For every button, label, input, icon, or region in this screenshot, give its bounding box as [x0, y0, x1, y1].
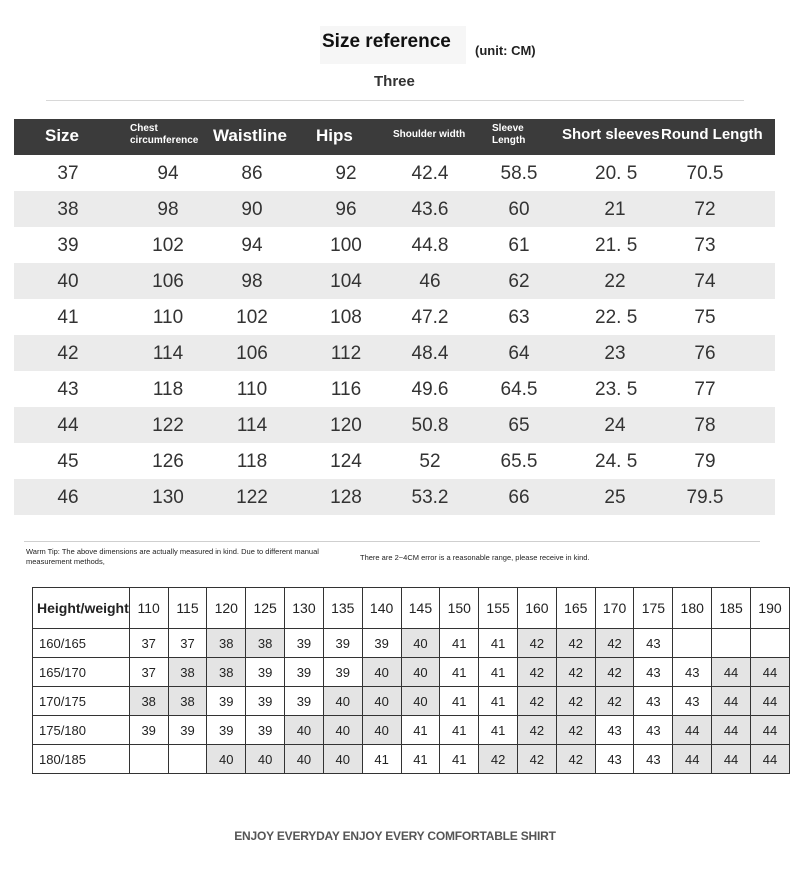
size-cell [712, 629, 751, 658]
table-cell: 63 [508, 307, 530, 328]
table-cell: 21. 5 [595, 235, 638, 256]
table-cell: 45 [57, 451, 79, 472]
divider [46, 100, 744, 101]
size-cell: 40 [323, 687, 362, 716]
table-cell: 106 [152, 271, 184, 292]
size-cell: 43 [634, 687, 673, 716]
size-cell: 39 [362, 629, 401, 658]
table-cell: 24. 5 [595, 451, 638, 472]
page-title: Size reference [322, 31, 451, 52]
table-row [33, 716, 790, 745]
table-cell: 22 [604, 271, 626, 292]
weight-header: 115 [168, 588, 207, 629]
table-cell: 46 [419, 271, 441, 292]
table-cell: 102 [236, 307, 268, 328]
table-cell: 23 [604, 343, 626, 364]
size-cell: 38 [168, 687, 207, 716]
size-cell: 41 [440, 629, 479, 658]
size-cell: 41 [401, 716, 440, 745]
warm-tip: Warm Tip: The above dimensions are actually measured in kind. Due to different manual measurement methods, [26, 547, 319, 566]
table-cell: 122 [236, 487, 268, 508]
size-cell: 40 [246, 745, 285, 774]
table-row [14, 443, 775, 479]
size-cell: 39 [207, 716, 246, 745]
table-cell: 46 [57, 487, 79, 508]
table-cell: 52 [419, 451, 441, 472]
size-cell: 41 [479, 658, 518, 687]
size-cell: 44 [750, 716, 789, 745]
table-row [14, 299, 775, 335]
weight-header: 130 [285, 588, 324, 629]
size-cell: 40 [323, 745, 362, 774]
weight-header: 120 [207, 588, 246, 629]
size-cell: 42 [518, 629, 557, 658]
size-cell: 42 [518, 687, 557, 716]
table-cell: 48.4 [411, 343, 449, 364]
height-label: 170/175 [33, 687, 130, 716]
height-label: 165/170 [33, 658, 130, 687]
size-cell: 42 [556, 629, 595, 658]
table-row [33, 687, 790, 716]
size-cell: 38 [207, 658, 246, 687]
col-hips: Hips [316, 126, 353, 145]
size-cell: 44 [712, 716, 751, 745]
table-cell: 65.5 [500, 451, 538, 472]
size-cell: 41 [440, 716, 479, 745]
table-cell: 62 [508, 271, 530, 292]
table-cell: 72 [694, 199, 716, 220]
size-cell: 40 [323, 716, 362, 745]
size-cell: 42 [595, 658, 634, 687]
page-subtitle: Three [374, 73, 415, 90]
weight-header: 165 [556, 588, 595, 629]
unit-label: (unit: CM) [475, 43, 536, 58]
size-cell [129, 745, 168, 774]
table-cell: 44.8 [411, 235, 449, 256]
size-cell [750, 629, 789, 658]
table-cell: 43.6 [411, 199, 449, 220]
size-cell: 39 [207, 687, 246, 716]
weight-header: 180 [673, 588, 712, 629]
weight-header: 125 [246, 588, 285, 629]
corner-label: Height/weight [33, 588, 130, 629]
col-chest: Chest circumference [130, 123, 199, 146]
fit-table-header [33, 588, 790, 629]
table-cell: 47.2 [411, 307, 449, 328]
table-row [14, 335, 775, 371]
col-waistline: Waistline [213, 126, 287, 145]
size-cell: 43 [595, 716, 634, 745]
weight-header: 185 [712, 588, 751, 629]
size-cell: 44 [712, 687, 751, 716]
size-cell: 38 [246, 629, 285, 658]
size-cell: 44 [673, 745, 712, 774]
size-cell: 38 [207, 629, 246, 658]
size-table-header [14, 119, 775, 155]
size-cell: 40 [401, 658, 440, 687]
table-cell: 108 [330, 307, 362, 328]
size-cell: 40 [401, 629, 440, 658]
size-cell: 40 [285, 745, 324, 774]
table-cell: 130 [152, 487, 184, 508]
size-cell: 40 [362, 687, 401, 716]
table-cell: 128 [330, 487, 362, 508]
table-cell: 40 [57, 271, 79, 292]
size-cell: 41 [440, 687, 479, 716]
col-shoulder: Shoulder width [393, 129, 466, 140]
size-cell: 42 [518, 745, 557, 774]
table-row [14, 155, 775, 191]
size-cell: 41 [479, 629, 518, 658]
size-cell: 39 [168, 716, 207, 745]
size-cell: 43 [634, 658, 673, 687]
table-cell: 44 [57, 415, 79, 436]
size-cell: 44 [750, 658, 789, 687]
table-cell: 22. 5 [595, 307, 638, 328]
size-cell: 37 [129, 629, 168, 658]
table-cell: 75 [694, 307, 716, 328]
size-cell: 39 [129, 716, 168, 745]
table-cell: 61 [508, 235, 530, 256]
size-cell: 42 [556, 658, 595, 687]
height-label: 180/185 [33, 745, 130, 774]
table-row [14, 479, 775, 515]
table-cell: 100 [330, 235, 362, 256]
size-cell: 41 [479, 716, 518, 745]
table-cell: 98 [157, 199, 179, 220]
size-cell: 43 [634, 745, 673, 774]
table-cell: 86 [241, 163, 263, 184]
weight-header: 145 [401, 588, 440, 629]
size-cell: 40 [285, 716, 324, 745]
table-cell: 42.4 [411, 163, 449, 184]
table-cell: 110 [152, 307, 184, 328]
size-cell: 44 [673, 716, 712, 745]
size-cell: 40 [362, 658, 401, 687]
footer-slogan: ENJOY EVERYDAY ENJOY EVERY COMFORTABLE SHIRT [234, 829, 556, 843]
size-cell: 41 [362, 745, 401, 774]
size-cell: 37 [168, 629, 207, 658]
table-cell: 104 [330, 271, 362, 292]
table-cell: 79.5 [686, 487, 724, 508]
size-cell: 41 [440, 658, 479, 687]
table-cell: 77 [694, 379, 716, 400]
table-row [14, 227, 775, 263]
size-cell: 39 [285, 687, 324, 716]
table-cell: 94 [241, 235, 263, 256]
size-cell: 42 [556, 716, 595, 745]
table-cell: 43 [57, 379, 79, 400]
size-cell: 39 [246, 687, 285, 716]
size-cell: 39 [323, 629, 362, 658]
table-cell: 114 [152, 343, 184, 364]
size-cell: 44 [750, 745, 789, 774]
table-cell: 24 [604, 415, 626, 436]
table-cell: 90 [241, 199, 263, 220]
size-cell: 43 [634, 629, 673, 658]
table-cell: 73 [694, 235, 716, 256]
size-cell: 43 [595, 745, 634, 774]
table-cell: 21 [604, 199, 626, 220]
size-cell: 40 [401, 687, 440, 716]
size-cell: 42 [556, 687, 595, 716]
size-cell: 39 [285, 658, 324, 687]
size-cell: 42 [479, 745, 518, 774]
table-row [33, 745, 790, 774]
table-row [33, 658, 790, 687]
table-cell: 124 [330, 451, 362, 472]
table-cell: 102 [152, 235, 184, 256]
size-cell: 39 [323, 658, 362, 687]
size-cell: 43 [673, 658, 712, 687]
table-cell: 65 [508, 415, 530, 436]
size-cell: 44 [750, 687, 789, 716]
table-cell: 118 [236, 451, 268, 472]
table-cell: 64.5 [500, 379, 538, 400]
table-row [14, 191, 775, 227]
table-cell: 78 [694, 415, 716, 436]
size-cell: 37 [129, 658, 168, 687]
table-cell: 98 [241, 271, 263, 292]
weight-header: 140 [362, 588, 401, 629]
size-cell: 42 [595, 629, 634, 658]
table-cell: 126 [152, 451, 184, 472]
table-cell: 96 [335, 199, 357, 220]
height-label: 160/165 [33, 629, 130, 658]
table-cell: 38 [57, 199, 79, 220]
weight-header: 190 [750, 588, 789, 629]
size-table-body [14, 155, 775, 515]
table-row [14, 263, 775, 299]
table-cell: 112 [330, 343, 362, 364]
size-cell [168, 745, 207, 774]
table-cell: 20. 5 [595, 163, 638, 184]
size-cell: 41 [440, 745, 479, 774]
range-note: There are 2~4CM error is a reasonable range, please receive in kind. [360, 553, 590, 562]
table-cell: 64 [508, 343, 530, 364]
col-round-length: Round Length [661, 126, 763, 143]
size-cell: 44 [712, 658, 751, 687]
size-cell: 39 [246, 716, 285, 745]
weight-header: 150 [440, 588, 479, 629]
table-row [33, 629, 790, 658]
table-cell: 60 [508, 199, 530, 220]
col-short-sleeves: Short sleeves [562, 126, 660, 143]
table-cell: 66 [508, 487, 530, 508]
table-cell: 106 [236, 343, 268, 364]
table-cell: 110 [236, 379, 268, 400]
table-cell: 70.5 [686, 163, 724, 184]
table-cell: 37 [57, 163, 79, 184]
weight-header: 110 [129, 588, 168, 629]
table-row [14, 407, 775, 443]
size-cell: 43 [673, 687, 712, 716]
size-cell: 41 [401, 745, 440, 774]
size-cell: 44 [712, 745, 751, 774]
weight-header: 155 [479, 588, 518, 629]
fit-table [32, 587, 790, 774]
height-label: 175/180 [33, 716, 130, 745]
size-cell: 39 [246, 658, 285, 687]
table-cell: 53.2 [411, 487, 449, 508]
col-size: Size [45, 126, 80, 145]
size-cell: 40 [362, 716, 401, 745]
table-cell: 41 [57, 307, 79, 328]
size-cell: 40 [207, 745, 246, 774]
table-cell: 116 [330, 379, 362, 400]
table-row [14, 371, 775, 407]
weight-header: 175 [634, 588, 673, 629]
table-cell: 76 [694, 343, 716, 364]
weight-header: 170 [595, 588, 634, 629]
size-cell: 41 [479, 687, 518, 716]
divider [24, 541, 760, 542]
table-cell: 79 [694, 451, 716, 472]
table-cell: 114 [236, 415, 268, 436]
table-cell: 94 [157, 163, 179, 184]
table-cell: 25 [604, 487, 626, 508]
table-cell: 58.5 [500, 163, 538, 184]
size-cell: 42 [556, 745, 595, 774]
table-cell: 39 [57, 235, 79, 256]
col-sleeve: Sleeve Length [492, 123, 526, 146]
table-cell: 118 [152, 379, 184, 400]
size-cell: 42 [518, 658, 557, 687]
table-cell: 42 [57, 343, 79, 364]
table-cell: 92 [335, 163, 357, 184]
size-cell: 38 [129, 687, 168, 716]
size-cell: 38 [168, 658, 207, 687]
table-cell: 49.6 [411, 379, 449, 400]
weight-header: 135 [323, 588, 362, 629]
table-cell: 23. 5 [595, 379, 638, 400]
table-cell: 122 [152, 415, 184, 436]
table-cell: 120 [330, 415, 362, 436]
table-cell: 50.8 [411, 415, 449, 436]
size-cell: 42 [595, 687, 634, 716]
size-cell: 42 [518, 716, 557, 745]
size-cell: 39 [285, 629, 324, 658]
table-cell: 74 [694, 271, 716, 292]
weight-header: 160 [518, 588, 557, 629]
size-cell [673, 629, 712, 658]
size-table [14, 119, 775, 515]
size-cell: 43 [634, 716, 673, 745]
